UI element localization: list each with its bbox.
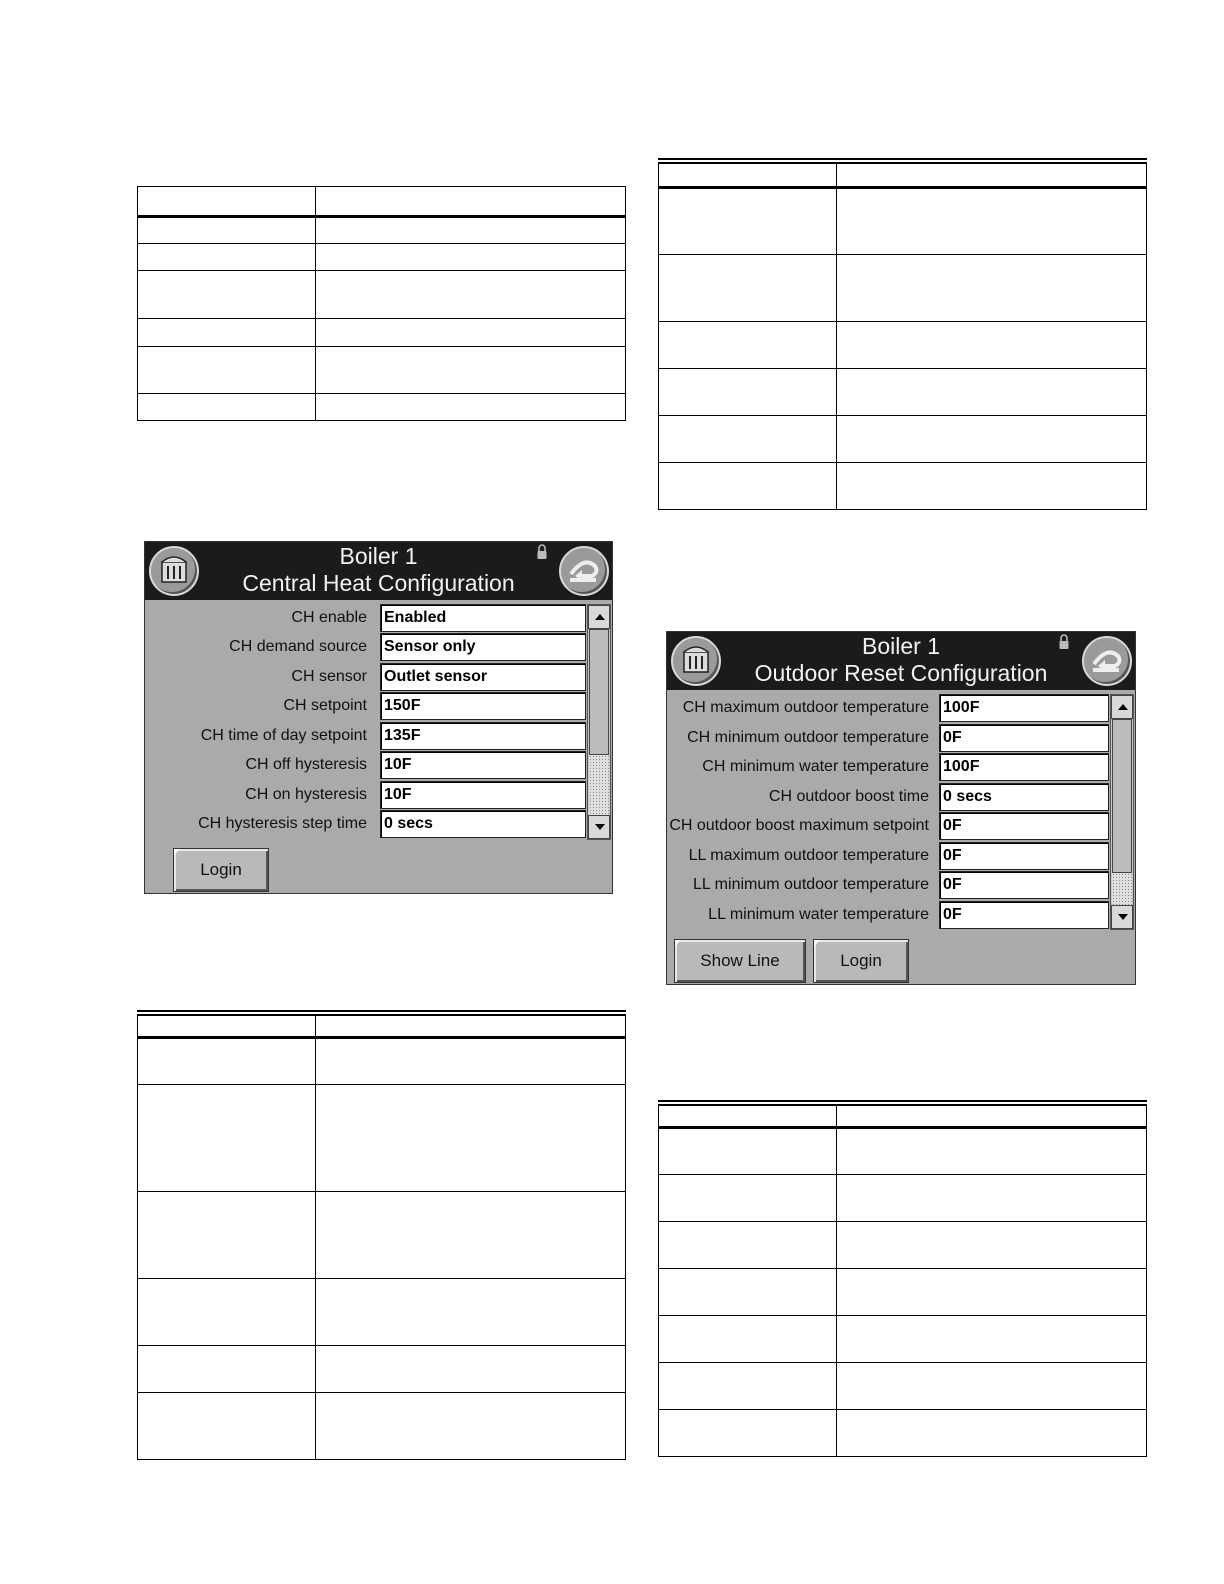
- arrow-down-icon[interactable]: [1111, 905, 1133, 929]
- row-value-ch-min-outdoor-temp[interactable]: 0F: [939, 724, 1109, 752]
- row-label-ll-min-water-temp: LL minimum water temperature: [708, 906, 929, 923]
- row-label-ll-min-outdoor-temp: LL minimum outdoor temperature: [693, 876, 929, 893]
- row-value-ch-outdoor-boost-time[interactable]: 0 secs: [939, 783, 1109, 811]
- row-value-ll-max-outdoor-temp[interactable]: 0F: [939, 842, 1109, 870]
- row-label-ch-min-water-temp: CH minimum water temperature: [702, 758, 929, 775]
- outdoor-reset-config-screen: [666, 631, 1136, 985]
- row-label-ch-off-hysteresis: CH off hysteresis: [245, 756, 367, 773]
- login-button[interactable]: [813, 939, 909, 983]
- row-label-ch-demand-source: CH demand source: [229, 638, 367, 655]
- row-label-ch-max-outdoor-temp: CH maximum outdoor temperature: [682, 699, 929, 716]
- scrollbar-track[interactable]: [589, 755, 609, 815]
- row-value-ch-enable[interactable]: Enabled: [380, 604, 586, 632]
- show-line-button[interactable]: [674, 939, 806, 983]
- row-value-ll-min-water-temp[interactable]: 0F: [939, 901, 1109, 929]
- table-2: [658, 158, 1147, 510]
- row-label-ch-enable: CH enable: [291, 609, 367, 626]
- row-label-ch-on-hysteresis: CH on hysteresis: [245, 786, 367, 803]
- scrollbar-thumb[interactable]: [589, 629, 609, 755]
- back-arrow-icon[interactable]: [1082, 636, 1132, 686]
- row-value-ch-outdoor-boost-max-setpoint[interactable]: 0F: [939, 812, 1109, 840]
- row-value-ch-min-water-temp[interactable]: 100F: [939, 753, 1109, 781]
- row-label-ch-outdoor-boost-time: CH outdoor boost time: [768, 788, 929, 805]
- scrollbar[interactable]: [587, 604, 611, 840]
- row-value-ll-min-outdoor-temp[interactable]: 0F: [939, 871, 1109, 899]
- row-label-ch-time-of-day-setpoint: CH time of day setpoint: [200, 727, 367, 744]
- login-button[interactable]: [173, 848, 269, 892]
- row-value-ch-on-hysteresis[interactable]: 10F: [380, 781, 586, 809]
- login-button-label: Login: [200, 860, 242, 879]
- back-arrow-icon[interactable]: [559, 546, 609, 596]
- boiler-home-icon[interactable]: [671, 636, 721, 686]
- screen-title-line1: Boiler 1: [339, 543, 418, 569]
- button-corner-marker: [675, 940, 681, 946]
- arrow-up-icon[interactable]: [588, 605, 610, 629]
- screen-title-line2: Central Heat Configuration: [242, 570, 515, 596]
- row-label-ch-outdoor-boost-max-setpoint: CH outdoor boost maximum setpoint: [669, 817, 929, 834]
- row-value-ch-off-hysteresis[interactable]: 10F: [380, 751, 586, 779]
- row-value-ch-sensor[interactable]: Outlet sensor: [380, 663, 586, 691]
- show-line-button-label: Show Line: [700, 951, 780, 970]
- row-value-ch-demand-source[interactable]: Sensor only: [380, 633, 586, 661]
- table-1: [137, 186, 626, 421]
- arrow-down-icon[interactable]: [588, 815, 610, 839]
- row-label-ch-hysteresis-step-time: CH hysteresis step time: [198, 815, 367, 832]
- row-label-ch-min-outdoor-temp: CH minimum outdoor temperature: [687, 729, 929, 746]
- row-value-ch-setpoint[interactable]: 150F: [380, 692, 586, 720]
- screen-title-line2: Outdoor Reset Configuration: [754, 660, 1048, 686]
- table-4: [658, 1100, 1147, 1457]
- scrollbar-thumb[interactable]: [1112, 719, 1132, 873]
- button-corner-marker: [174, 849, 180, 855]
- scrollbar[interactable]: [1110, 694, 1134, 930]
- lock-icon: [1058, 634, 1070, 650]
- screen-title-line1: Boiler 1: [862, 633, 940, 659]
- row-value-ch-hysteresis-step-time[interactable]: 0 secs: [380, 810, 586, 838]
- button-corner-marker: [814, 940, 820, 946]
- lock-icon: [536, 544, 548, 560]
- central-heat-config-screen: [144, 541, 613, 894]
- boiler-home-icon[interactable]: [149, 546, 199, 596]
- scrollbar-track[interactable]: [1112, 873, 1132, 907]
- row-value-ch-time-of-day-setpoint[interactable]: 135F: [380, 722, 586, 750]
- row-label-ch-sensor: CH sensor: [291, 668, 367, 685]
- row-value-ch-max-outdoor-temp[interactable]: 100F: [939, 694, 1109, 722]
- table-3: [137, 1010, 626, 1460]
- title-bar: [667, 632, 1135, 690]
- row-label-ll-max-outdoor-temp: LL maximum outdoor temperature: [688, 847, 929, 864]
- arrow-up-icon[interactable]: [1111, 695, 1133, 719]
- login-button-label: Login: [840, 951, 882, 970]
- row-label-ch-setpoint: CH setpoint: [283, 697, 367, 714]
- title-bar: [145, 542, 612, 600]
